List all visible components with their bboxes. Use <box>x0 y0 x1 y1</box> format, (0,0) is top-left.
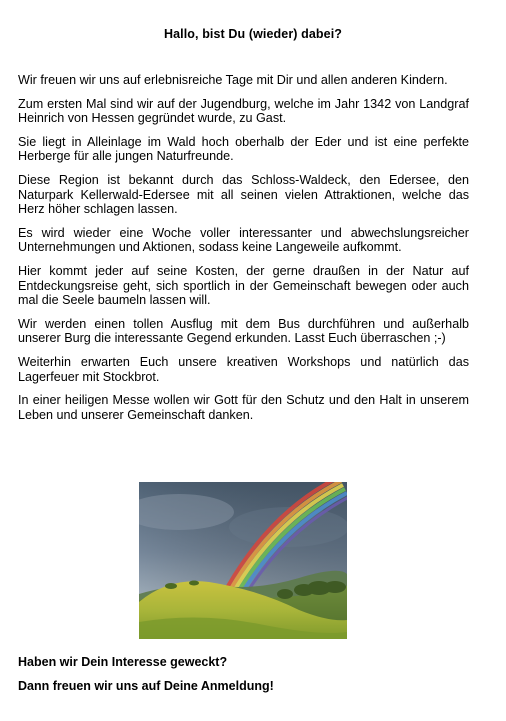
rainbow-landscape-photo <box>139 482 347 639</box>
paragraph-trip: Wir werden einen tollen Ausflug mit dem Bus durchführen und außerhalb unserer Burg die interessante Gegend erkunden. Lasst Euch überraschen ;-) <box>18 316 469 346</box>
paragraph-nature: Hier kommt jeder auf seine Kosten, der gerne draußen in der Natur auf Entdeckungsreise geht, sich sportlich in der Gemeinschaft bewegen oder auch mal die Seele baumeln lassen will. <box>18 263 469 308</box>
paragraph-intro: Wir freuen wir uns auf erlebnisreiche Tage mit Dir und allen anderen Kindern. <box>18 73 448 87</box>
paragraph-mass: In einer heiligen Messe wollen wir Gott für den Schutz und den Halt in unserem Leben und unserer Gemeinschaft danken. <box>18 393 469 422</box>
page-title: Hallo, bist Du (wieder) dabei? <box>163 27 343 41</box>
paragraph-jugendburg: Zum ersten Mal sind wir auf der Jugendburg, welche im Jahr 1342 von Landgraf Heinrich von Hessen gegründet wurde, zu Gast. <box>18 96 469 126</box>
paragraph-region: Diese Region ist bekannt durch das Schloss-Waldeck, den Edersee, den Naturpark Kellerwald-Edersee mit all seinen vielen Attraktionen, welche das Herz höher schlagen lassen. <box>18 172 469 217</box>
closing-invitation: Dann freuen wir uns auf Deine Anmeldung! <box>18 679 274 693</box>
closing-question: Haben wir Dein Interesse geweckt? <box>18 655 228 669</box>
paragraph-week: Es wird wieder eine Woche voller interessanter und abwechslungsreicher Unternehmungen und Aktionen, sodass keine Langeweile aufkommt. <box>18 225 469 255</box>
paragraph-location: Sie liegt in Alleinlage im Wald hoch oberhalb der Eder und ist eine perfekte Herberge für alle jungen Naturfreunde. <box>18 134 469 164</box>
body-text <box>18 73 469 431</box>
paragraph-workshops: Weiterhin erwarten Euch unsere kreativen Workshops und natürlich das Lagerfeuer mit Stockbrot. <box>18 354 469 384</box>
